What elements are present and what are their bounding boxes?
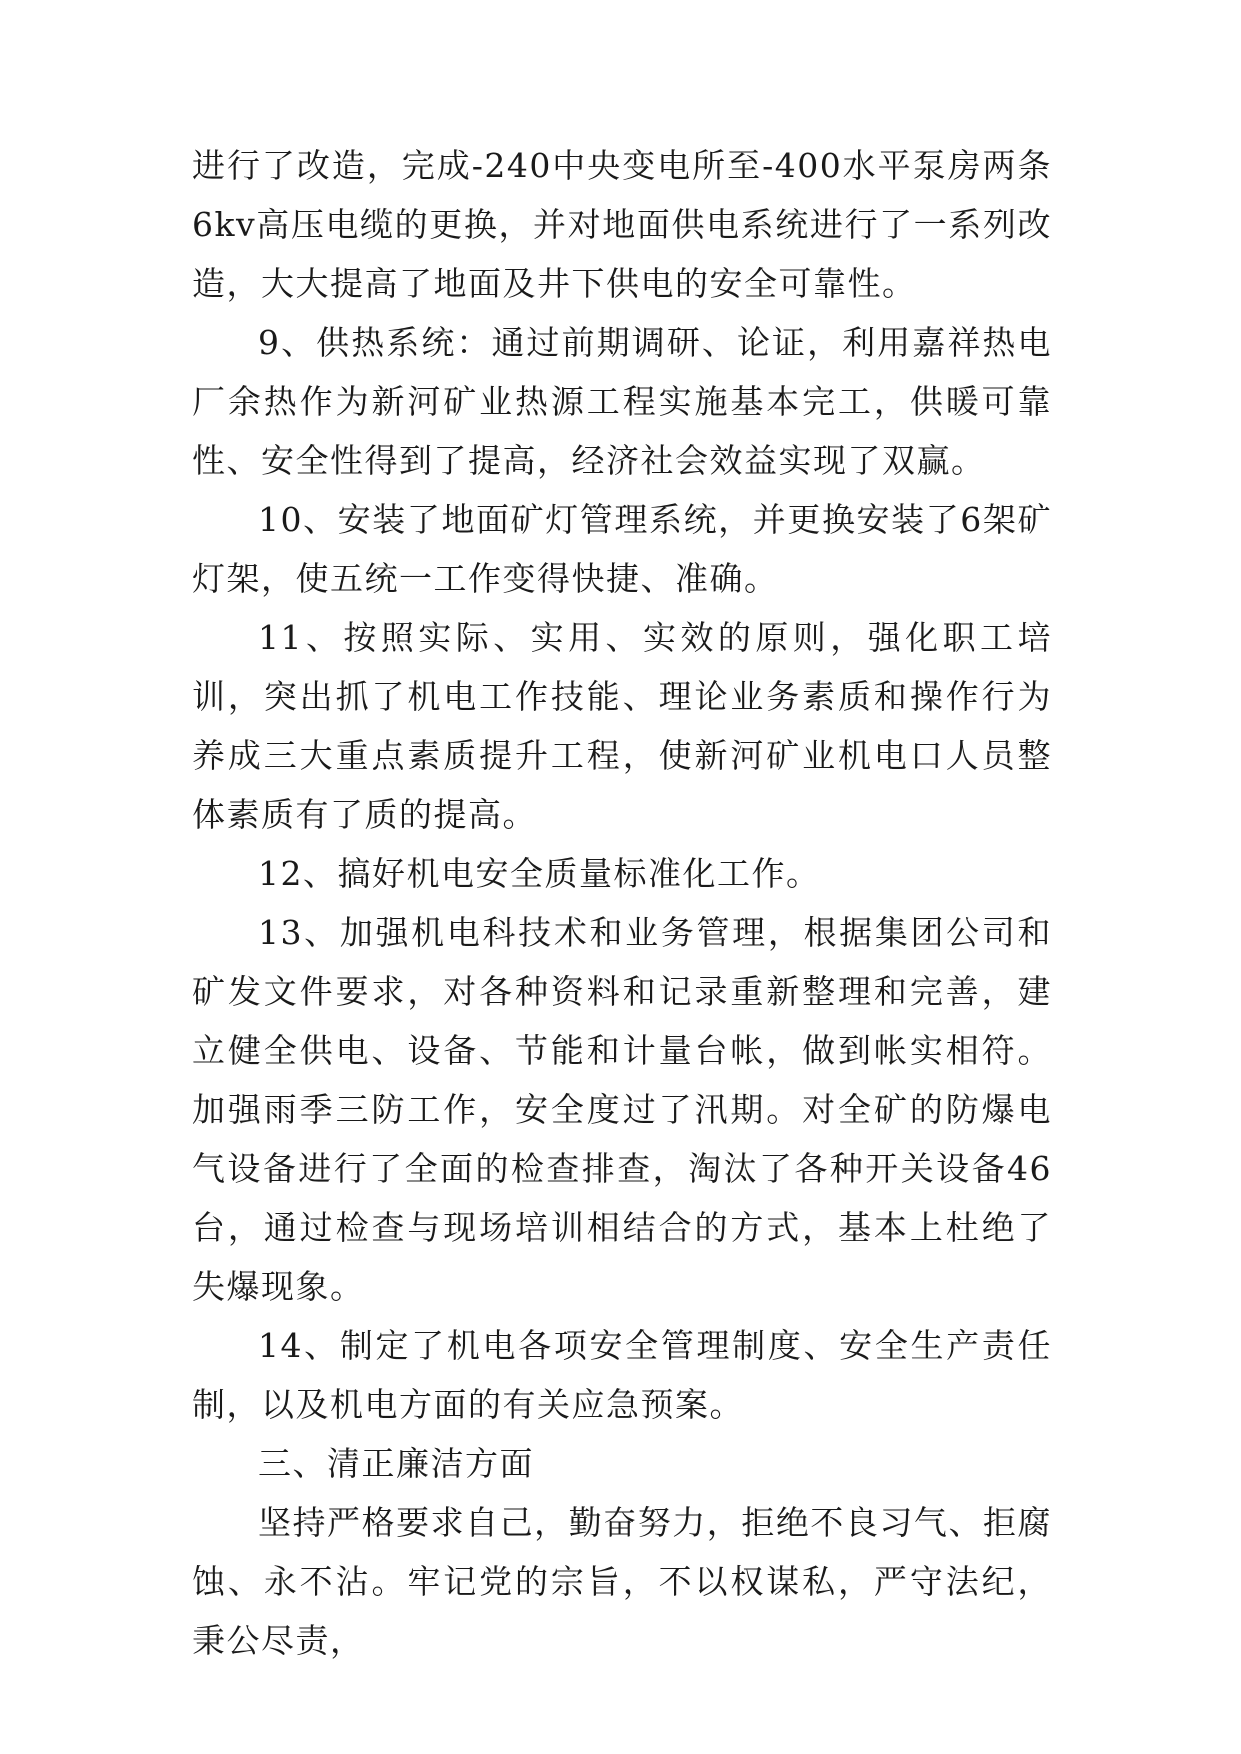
document-page bbox=[192, 136, 1052, 1670]
paragraph-item-10-lamp-system: 10、安装了地面矿灯管理系统，并更换安装了6架矿灯架，使五统一工作变得快捷、准确。 bbox=[192, 500, 1052, 598]
paragraph-item-13-management: 13、加强机电科技术和业务管理，根据集团公司和矿发文件要求，对各种资料和记录重新整理和完善，建立健全供电、设备、节能和计量台帐，做到帐实相符。加强雨季三防工作，安全度过了汛期。对全矿的防爆电气设备进行了全面的检查排查，淘汰了各种开关设备46台，通过检查与现场培训相结合的方式，基本上杜绝了失爆现象。 bbox=[192, 913, 1052, 1306]
section-heading-integrity: 三、清正廉洁方面 bbox=[258, 1444, 534, 1483]
paragraph-item-14-regulations: 14、制定了机电各项安全管理制度、安全生产责任制，以及机电方面的有关应急预案。 bbox=[192, 1326, 1052, 1424]
paragraph-item-9-heating: 9、供热系统：通过前期调研、论证，利用嘉祥热电厂余热作为新河矿业热源工程实施基本完工，供暖可靠性、安全性得到了提高，经济社会效益实现了双赢。 bbox=[192, 323, 1052, 480]
paragraph-integrity: 坚持严格要求自己，勤奋努力，拒绝不良习气、拒腐蚀、永不沾。牢记党的宗旨，不以权谋私，严守法纪，秉公尽责， bbox=[192, 1503, 1052, 1660]
paragraph-item-12-standardization: 12、搞好机电安全质量标准化工作。 bbox=[258, 854, 821, 893]
paragraph-item-11-training: 11、按照实际、实用、实效的原则，强化职工培训，突出抓了机电工作技能、理论业务素质和操作行为养成三大重点素质提升工程，使新河矿业机电口人员整体素质有了质的提高。 bbox=[192, 618, 1052, 834]
paragraph-substation-upgrade: 进行了改造，完成-240中央变电所至-400水平泵房两条6kv高压电缆的更换，并对地面供电系统进行了一系列改造，大大提高了地面及井下供电的安全可靠性。 bbox=[192, 146, 1052, 303]
